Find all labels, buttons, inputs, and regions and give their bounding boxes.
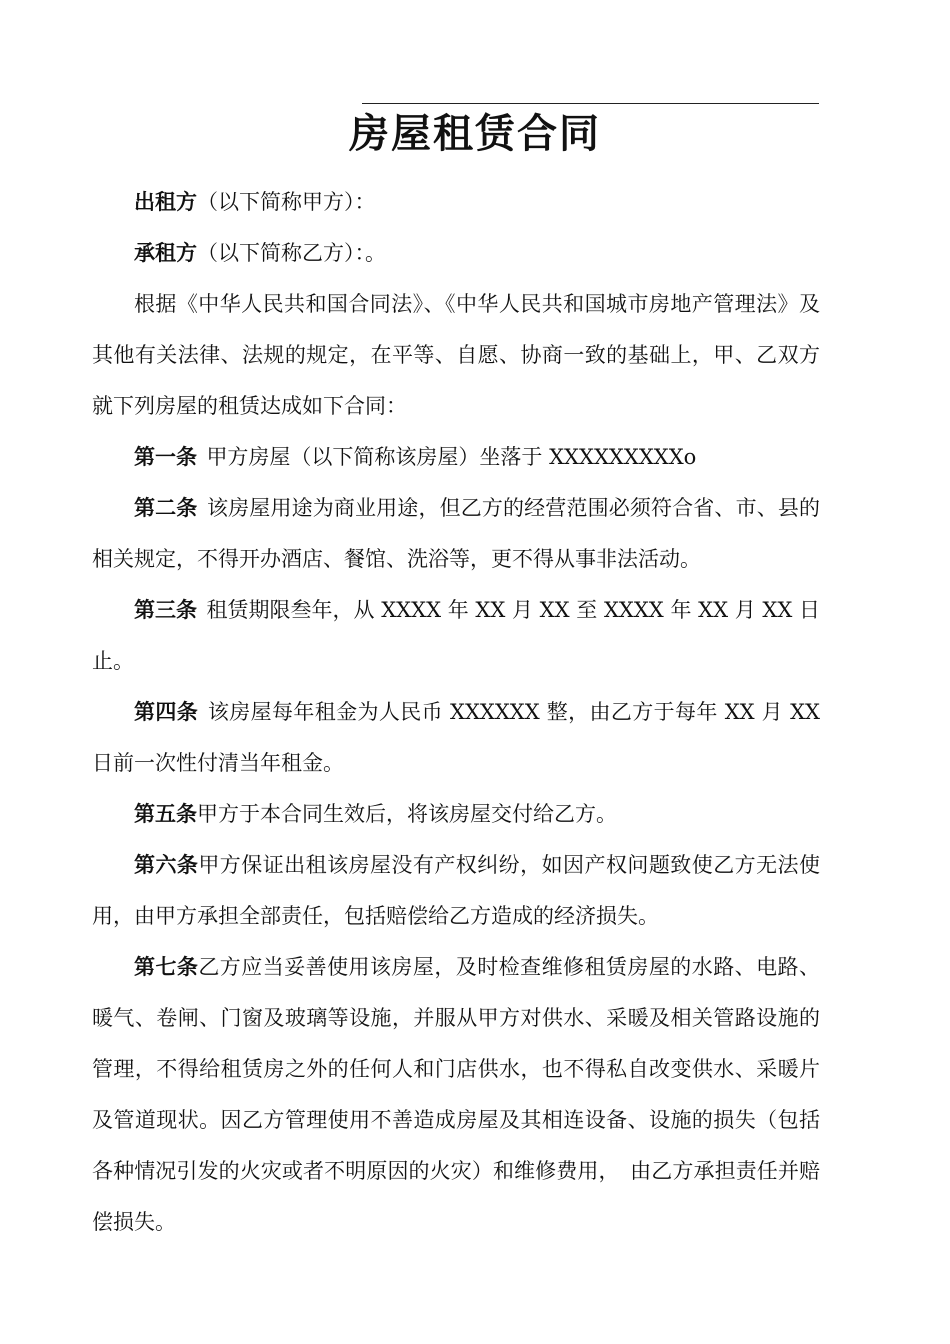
article-2 — [92, 483, 820, 585]
article-7 — [92, 942, 820, 1248]
article-label: 第六条 — [134, 853, 199, 877]
article-4 — [92, 687, 820, 789]
article-1 — [92, 432, 820, 483]
lessor-line — [92, 177, 820, 228]
header-rule — [362, 103, 819, 104]
article-text: 租赁期限叁年，从 XXXX 年 XX 月 XX 至 XXXX 年 XX 月 XX 日止。 — [92, 598, 820, 673]
article-text: 该房屋每年租金为人民币 XXXXXX 整，由乙方于每年 XX 月 XX 日前一次性付清当年租金。 — [92, 700, 820, 775]
article-text: 甲方房屋（以下简称该房屋）坐落于 XXXXXXXXXo — [206, 445, 697, 469]
article-6 — [92, 840, 820, 942]
article-label: 第五条 — [134, 802, 197, 826]
article-label: 第一条 — [134, 445, 197, 469]
article-text: 甲方于本合同生效后，将该房屋交付给乙方。 — [197, 802, 617, 826]
contract-body — [92, 177, 820, 1248]
lessee-text: （以下简称乙方）：。 — [197, 241, 386, 265]
article-3 — [92, 585, 820, 687]
article-label: 第七条 — [134, 955, 199, 979]
lessee-line — [92, 228, 820, 279]
article-label: 第四条 — [134, 700, 199, 724]
document-title: 房屋租赁合同 — [349, 111, 601, 157]
article-label: 第二条 — [134, 496, 198, 520]
preamble: 根据《中华人民共和国合同法》、《中华人民共和国城市房地产管理法》及其他有关法律、法规的规定，在平等、自愿、协商一致的基础上，甲、乙双方就下列房屋的租赁达成如下合同： — [92, 292, 820, 418]
article-label: 第三条 — [134, 598, 198, 622]
article-text: 甲方保证出租该房屋没有产权纠纷，如因产权问题致使乙方无法使用，由甲方承担全部责任，包括赔偿给乙方造成的经济损失。 — [92, 853, 821, 928]
lessor-label: 出租方 — [134, 190, 197, 214]
article-text: 乙方应当妥善使用该房屋，及时检查维修租赁房屋的水路、电路、暖气、卷闸、门窗及玻璃等设施，并服从甲方对供水、采暖及相关管路设施的管理，不得给租赁房之外的任何人和门店供水，也不得私自改变供水、采暖片及管道现状。因乙方管理使用不善造成房屋及其相连设备、设施的损失（包括各种情况引发的火灾或者不明原因的火灾）和维修费用， 由乙方承担责任并赔偿损失。 — [92, 955, 821, 1234]
lessee-label: 承租方 — [134, 241, 197, 265]
article-text: 该房屋用途为商业用途，但乙方的经营范围必须符合省、市、县的相关规定，不得开办酒店、餐馆、洗浴等，更不得从事非法活动。 — [92, 496, 821, 571]
article-5 — [92, 789, 820, 840]
lessor-text: （以下简称甲方）： — [197, 190, 376, 214]
